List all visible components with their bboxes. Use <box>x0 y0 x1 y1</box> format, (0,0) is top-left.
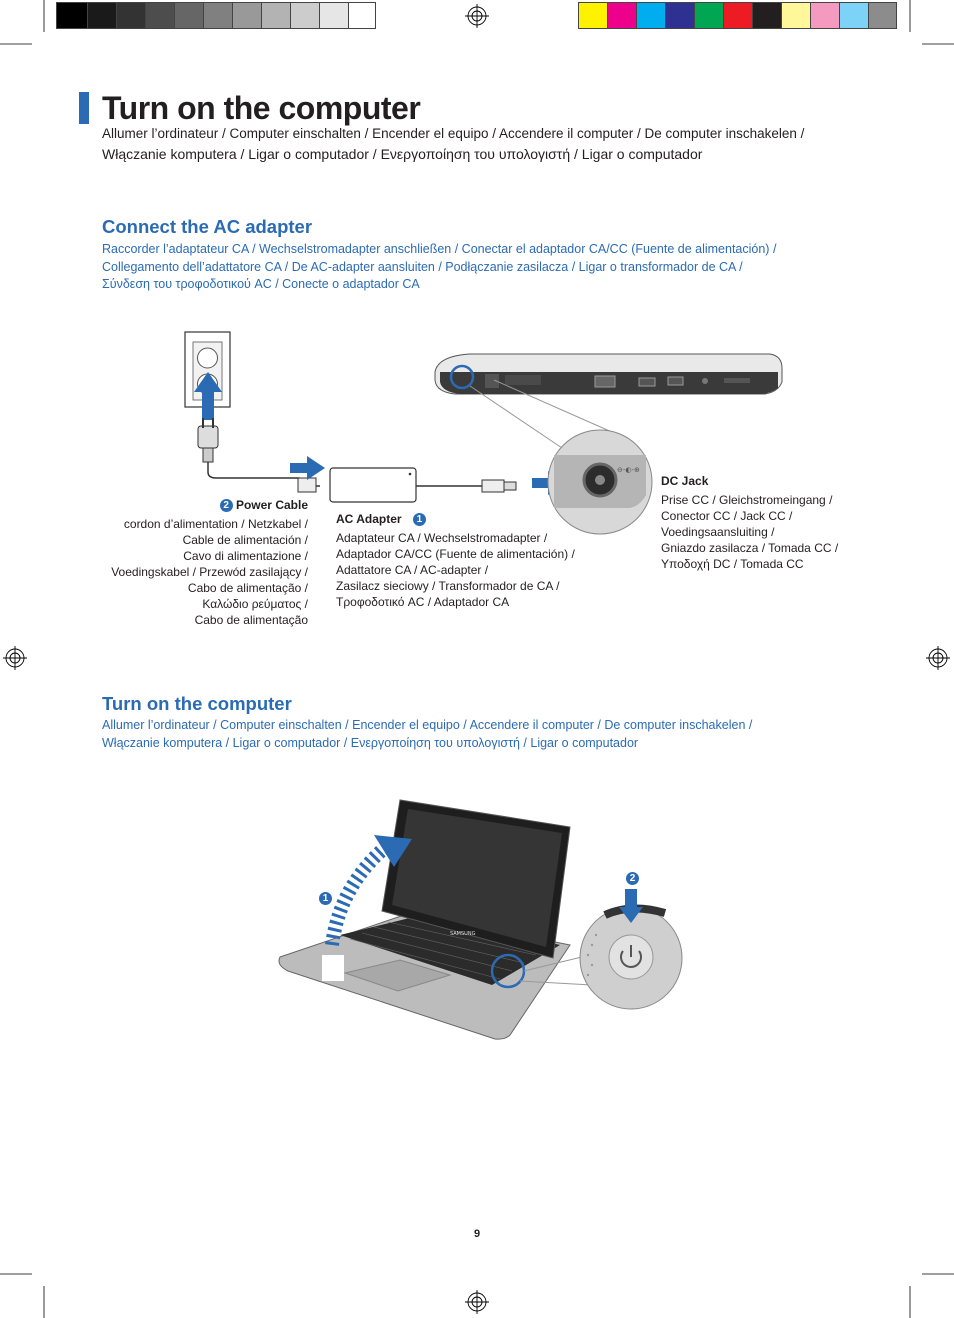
svg-text:⊖-◐-⊕: ⊖-◐-⊕ <box>617 466 640 474</box>
section-heading-connect: Connect the AC adapter <box>102 216 313 237</box>
laptop-open-illustration <box>270 795 700 1045</box>
arrow-right-icon <box>290 456 325 480</box>
section-translations-turn-on: Allumer l’ordinateur / Computer einschalten / Encender el equipo / Accendere il computer / De computer inschakelen / Włączanie komputera / Ligar o computador / Ενεργοποίηση του υπολογιστή / Ligar o computador <box>102 718 753 750</box>
ac-adapter-brick <box>330 468 416 502</box>
step-number-badge: 2 <box>220 499 233 512</box>
step-number-badge: 2 <box>626 872 639 885</box>
title-accent-bar <box>79 92 89 124</box>
section-heading-turn-on: Turn on the computer <box>102 693 292 714</box>
ac-adapter-caption: AC Adapter 1 Adaptateur CA / Wechselstromadapter / Adaptador CA/CC (Fuente de alimentación) / Adattatore CA / AC-adapter / Zasilacz sieciowy / Transformador de CA / Τροφοδοτικό AC / Adaptador CA <box>336 512 575 609</box>
power-cable-caption: 2 Power Cable cordon d’alimentation / Netzkabel / Cable de alimentación / Cavo di alimentazione / Voedingskabel / Przewód zasilający / Cabo de alimentação / Καλώδιο ρεύματος / Cabo de alimentação <box>111 498 308 627</box>
step-number-badge: 1 <box>319 892 332 905</box>
step-number-badge: 1 <box>413 513 426 526</box>
page-title: Turn on the computer <box>102 90 421 126</box>
svg-text:SAMSUNG: SAMSUNG <box>450 931 476 937</box>
dc-jack-caption: DC Jack Prise CC / Gleichstromeingang / Conector CC / Jack CC / Voedingsaansluiting / Gniazdo zasilacza / Tomada CC / Υποδοχή DC / Tomada CC <box>661 474 839 571</box>
section-translations-connect: Raccorder l’adaptateur CA / Wechselstromadapter anschließen / Conectar el adaptador CA/CC (Fuente de alimentación) / Collegamento dell’adattatore CA / De AC-adapter aansluiten / Podłączanie zasilacza / Ligar o transformador de CA / Σύνδεση του τροφοδοτικού AC / Conecte o adaptador CA <box>102 242 777 291</box>
page-subtitle: Allumer l’ordinateur / Computer einschalten / Encender el equipo / Accendere il computer / De computer inschakelen / Włączanie komputera / Ligar o computador / Ενεργοποίηση του υπολογιστή / Ligar o computador <box>102 126 805 162</box>
page-number: 9 <box>473 1228 481 1240</box>
